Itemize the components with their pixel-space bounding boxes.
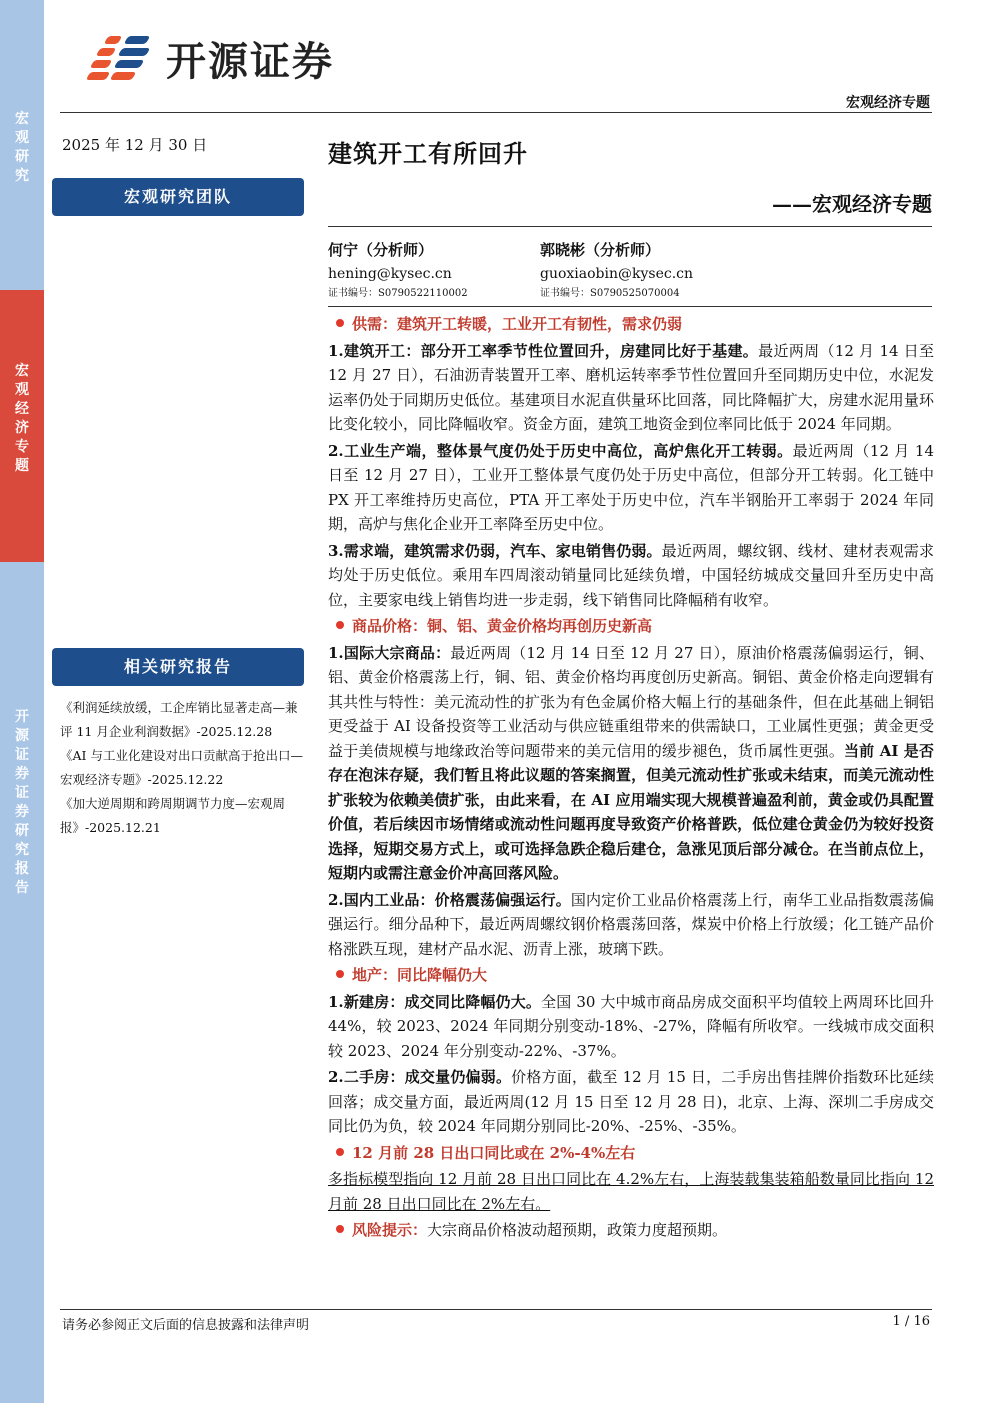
report-body <box>328 312 934 1245</box>
analyst-card <box>540 240 693 301</box>
body-paragraph: 1.国际大宗商品：最近两周（12 月 14 日至 12 月 27 日），原油价格震荡偏弱运行，铜、铝、黄金价格震荡上行，铜、铝、黄金价格均再度创历史新高。铜铝、黄金价格走向逻辑有其共性与特性：美元流动性的扩张为有色金属价格大幅上行的基础条件，但在此基础上铜铝更受益于 AI 设备投资等工业活动与供应链重组带来的供需缺口，工业属性更强；黄金更受益于美债规模与地缘政治等问题带来的美元信用的缓步褪色，货币属性更强。当前 AI 是否存在泡沫存疑，我们暂且将此议题的答案搁置，但美元流动性扩张或未结束，而美元流动性扩张较为依赖美债扩张，由此来看，在 AI 应用端实现大规模普遍盈利前，黄金或仍具配置价值，若后续因市场情绪或流动性问题再度导致资产价格普跌，低位建仓黄金仍为较好投资选择，短期交易方式上，或可选择急跌企稳后建仓，急涨见顶后部分减仓。在当前点位上，短期内或需注意金价冲高回落风险。 <box>328 643 934 882</box>
footer-disclaimer: 请务必参阅正文后面的信息披露和法律声明 <box>62 1318 310 1333</box>
header-category: 宏观经济专题 <box>846 95 930 111</box>
strip-segment-brand <box>0 562 44 1403</box>
analyst-card <box>328 240 468 301</box>
bullet-dot-icon <box>336 1148 344 1156</box>
section-heading-export: 12 月前 28 日出口同比或在 2%-4%左右 <box>328 1141 934 1166</box>
bullet-dot-icon <box>336 1225 344 1233</box>
report-subtitle: ——宏观经济专题 <box>772 192 932 216</box>
company-logo <box>88 30 334 86</box>
bullet-dot-icon <box>336 970 344 978</box>
analyst-cert: 证书编号：S0790525070004 <box>540 288 680 299</box>
body-paragraph: 2.工业生产端，整体景气度仍处于历史中高位，高炉焦化开工转弱。最近两周（12 月 14 日至 12 月 27 日），工业开工整体景气度仍处于历史中高位，但部分开工转弱。化工链中 PX 开工率维持历史高位，PTA 开工率处于历史中位，汽车半钢胎开工率弱于 2024 年同期，高炉与焦化企业开工率降至历史中位。 <box>328 441 934 533</box>
strip-label-brand: 开源证券 证券研究报告 <box>15 709 29 896</box>
page-number: 1 / 16 <box>892 1314 930 1329</box>
report-title: 建筑开工有所回升 <box>328 139 528 168</box>
logo-mark-icon <box>88 30 160 86</box>
strip-label-macro-topic: 宏观经济专题 <box>15 363 29 474</box>
bullet-dot-icon <box>336 621 344 629</box>
body-paragraph: 2.国内工业品：价格震荡偏强运行。国内定价工业品价格震荡上行，南华工业品指数震荡偏强运行。细分品种下，最近两周螺纹钢价格震荡回落，煤炭中价格上行放缓；化工链产品价格涨跌互现，建材产品水泥、沥青上涨，玻璃下跌。 <box>328 890 934 958</box>
body-paragraph: 3.需求端，建筑需求仍弱，汽车、家电销售仍弱。最近两周，螺纹钢、线材、建材表观需求均处于历史低位。乘用车四周滚动销量同比延续负增，中国轻纺城成交量回升至历史中高位，主要家电线上销售均进一步走弱，线下销售同比降幅稍有收窄。 <box>328 541 934 609</box>
strip-label-macro-research: 宏观研究 <box>15 111 29 184</box>
title-divider <box>328 226 932 227</box>
analyst-divider <box>328 306 932 307</box>
analyst-cert: 证书编号：S0790522110002 <box>328 288 468 299</box>
analyst-name: 何宁（分析师） <box>328 241 434 259</box>
left-color-strip <box>0 0 44 1403</box>
body-paragraph: 2.二手房：成交量仍偏弱。价格方面，截至 12 月 15 日，二手房出售挂牌价指数环比延续回落；成交量方面，最近两周(12 月 15 日至 12 月 28 日)，北京、上海、深圳二手房成交同比仍为负，较 2024 年同期分别同比-20%、-25%、-35%。 <box>328 1068 934 1135</box>
section-heading-supply-demand: 供需：建筑开工转暖，工业开工有韧性，需求仍弱 <box>328 312 934 337</box>
strip-segment-macro-research <box>0 0 44 290</box>
strip-segment-macro-topic <box>0 290 44 562</box>
related-reports-list <box>60 696 304 840</box>
team-box: 宏观研究团队 <box>52 178 304 216</box>
risk-warning: 风险提示：大宗商品价格波动超预期，政策力度超预期。 <box>328 1218 934 1243</box>
analyst-email[interactable]: hening@kysec.cn <box>328 266 452 282</box>
logo-text: 开源证券 <box>166 38 334 85</box>
footer-divider <box>60 1309 932 1310</box>
body-paragraph: 1.新建房：成交同比降幅仍大。全国 30 大中城市商品房成交面积平均值较上两周环比回升 44%，较 2023、2024 年同期分别变动-18%、-27%，降幅有所收窄。一线城市成交面积较 2023、2024 年分别变动-22%、-37%。 <box>328 992 934 1060</box>
section-heading-commodity: 商品价格：铜、铝、黄金价格均再创历史新高 <box>328 614 934 639</box>
section-heading-property: 地产：同比降幅仍大 <box>328 963 934 988</box>
analyst-name: 郭晓彬（分析师） <box>540 241 661 259</box>
analyst-email[interactable]: guoxiaobin@kysec.cn <box>540 266 694 282</box>
header-divider <box>60 112 932 113</box>
related-report-item[interactable]: 《利润延续放缓，工企库销比显著走高—兼评 11 月企业利润数据》-2025.12.28 <box>60 700 298 739</box>
report-date: 2025 年 12 月 30 日 <box>62 136 208 154</box>
related-report-item[interactable]: 《AI 与工业化建设对出口贡献高于抢出口—宏观经济专题》-2025.12.22 <box>60 748 303 787</box>
body-paragraph-underlined: 多指标模型指向 12 月前 28 日出口同比在 4.2%左右，上海装载集装箱船数量同比指向 12 月前 28 日出口同比在 2%左右。 <box>328 1170 934 1213</box>
related-reports-box: 相关研究报告 <box>52 648 304 686</box>
body-paragraph: 1.建筑开工：部分开工率季节性位置回升，房建同比好于基建。最近两周（12 月 14 日至 12 月 27 日），石油沥青装置开工率、磨机运转率季节性位置回升至同期历史中位，水泥发运率仍处于同期历史低位。基建项目水泥直供量环比回落，同比降幅扩大，房建水泥用量环比变化较小，同比降幅收窄。资金方面，建筑工地资金到位率同比低于 2024 年同期。 <box>328 341 934 433</box>
related-report-item[interactable]: 《加大逆周期和跨周期调节力度—宏观周报》-2025.12.21 <box>60 796 286 835</box>
bullet-dot-icon <box>336 319 344 327</box>
